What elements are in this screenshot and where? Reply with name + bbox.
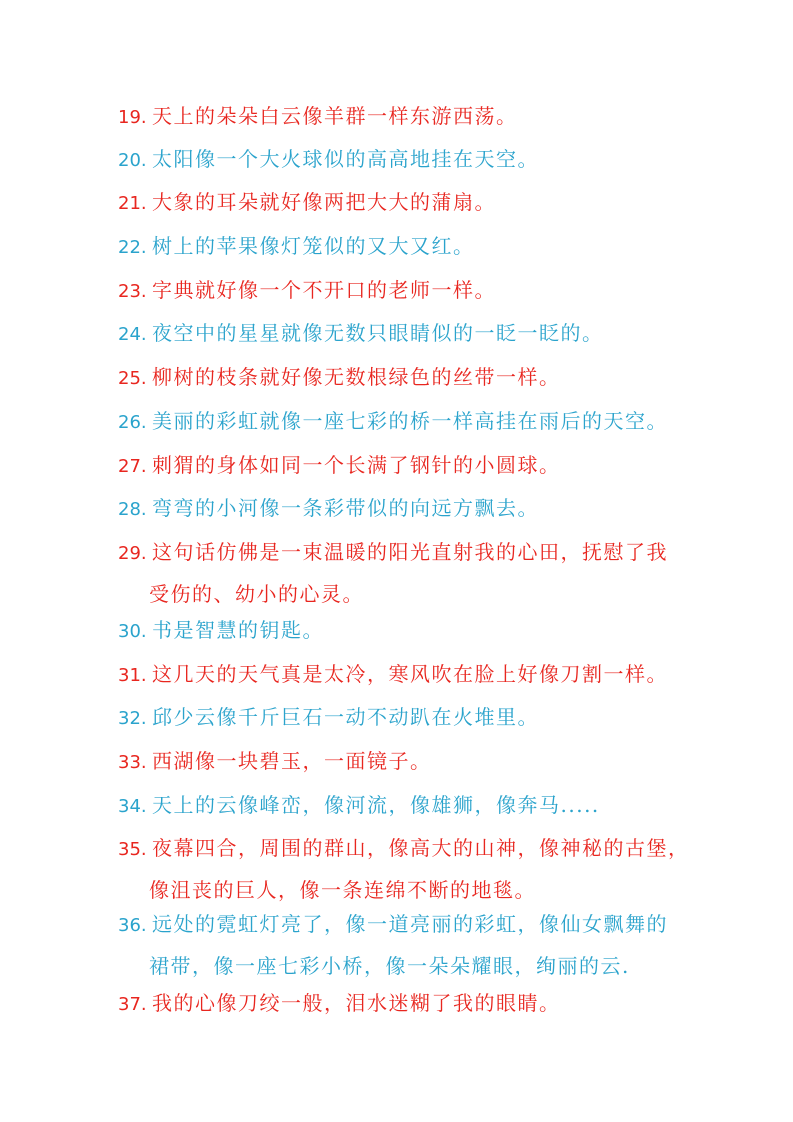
- sentence-text: 弯弯的小河像一条彩带似的向远方飘去。: [152, 496, 539, 520]
- sentence-number: 24.: [118, 324, 147, 345]
- sentence-number: 28.: [118, 499, 147, 520]
- sentence-31: [118, 654, 718, 696]
- sentence-line: [118, 401, 718, 443]
- sentence-number: 22.: [118, 237, 147, 258]
- sentence-text: 天上的朵朵白云像羊群一样东游西荡。: [152, 104, 518, 128]
- sentence-36: [118, 904, 718, 986]
- sentence-27: [118, 445, 718, 487]
- sentence-number: 19.: [118, 107, 147, 128]
- sentence-number: 26.: [118, 412, 147, 433]
- sentence-line: [118, 445, 718, 487]
- sentence-19: [118, 96, 718, 138]
- sentence-line: [118, 904, 718, 946]
- sentence-line: [118, 828, 718, 870]
- sentence-text: 这几天的天气真是太冷，寒风吹在脸上好像刀割一样。: [152, 662, 668, 686]
- sentence-number: 31.: [118, 665, 147, 686]
- sentence-line: [118, 182, 718, 224]
- sentence-text: 夜空中的星星就像无数只眼睛似的一眨一眨的。: [152, 321, 604, 345]
- sentence-line: [118, 313, 718, 355]
- sentence-line: [118, 697, 718, 739]
- sentence-text: 我的心像刀绞一般，泪水迷糊了我的眼睛。: [152, 991, 561, 1015]
- sentence-33: [118, 741, 718, 783]
- sentence-line: [118, 741, 718, 783]
- sentence-text: 柳树的枝条就好像无数根绿色的丝带一样。: [152, 365, 561, 389]
- sentence-line-continuation: 裙带，像一座七彩小桥，像一朵朵耀眼，绚丽的云.: [149, 954, 630, 978]
- sentence-number: 21.: [118, 193, 147, 214]
- sentence-25: [118, 357, 718, 399]
- sentence-line-continuation: 受伤的、幼小的心灵。: [149, 582, 364, 606]
- sentence-28: [118, 488, 718, 530]
- sentence-line-continuation: 像沮丧的巨人，像一条连绵不断的地毯。: [149, 878, 536, 902]
- sentence-number: 32.: [118, 708, 147, 729]
- sentence-line: [118, 226, 718, 268]
- sentence-number: 35.: [118, 839, 147, 860]
- sentence-text: 天上的云像峰峦，像河流，像雄狮，像奔马.....: [152, 793, 600, 817]
- sentence-29: [118, 532, 718, 614]
- sentence-37: [118, 983, 718, 1025]
- sentence-number: 36.: [118, 915, 147, 936]
- sentence-number: 25.: [118, 368, 147, 389]
- sentence-line: [118, 96, 718, 138]
- sentence-35: [118, 828, 718, 910]
- sentence-number: 34.: [118, 796, 147, 817]
- sentence-24: [118, 313, 718, 355]
- sentence-line: [118, 654, 718, 696]
- sentence-21: [118, 182, 718, 224]
- sentence-number: 37.: [118, 994, 147, 1015]
- sentence-text: 刺猬的身体如同一个长满了钢针的小圆球。: [152, 453, 561, 477]
- sentence-text: 夜幕四合，周围的群山，像高大的山神，像神秘的古堡，: [152, 836, 690, 860]
- sentence-text: 这句话仿佛是一束温暖的阳光直射我的心田，抚慰了我: [152, 540, 668, 564]
- sentence-text: 美丽的彩虹就像一座七彩的桥一样高挂在雨后的天空。: [152, 409, 668, 433]
- sentence-text: 西湖像一块碧玉，一面镜子。: [152, 749, 432, 773]
- sentence-26: [118, 401, 718, 443]
- sentence-line: [118, 610, 718, 652]
- sentence-23: [118, 270, 718, 312]
- sentence-line: [118, 357, 718, 399]
- sentence-20: [118, 139, 718, 181]
- sentence-34: [118, 785, 718, 827]
- sentence-number: 27.: [118, 456, 147, 477]
- sentence-text: 书是智慧的钥匙。: [152, 618, 324, 642]
- sentence-line: [118, 139, 718, 181]
- sentence-text: 太阳像一个大火球似的高高地挂在天空。: [152, 147, 539, 171]
- sentence-line: [118, 983, 718, 1025]
- sentence-number: 20.: [118, 150, 147, 171]
- sentence-number: 30.: [118, 621, 147, 642]
- sentence-line: [118, 488, 718, 530]
- sentence-32: [118, 697, 718, 739]
- sentence-text: 大象的耳朵就好像两把大大的蒲扇。: [152, 190, 496, 214]
- sentence-22: [118, 226, 718, 268]
- sentence-number: 33.: [118, 752, 147, 773]
- sentence-line: [118, 532, 718, 574]
- sentence-text: 字典就好像一个不开口的老师一样。: [152, 278, 496, 302]
- sentence-text: 远处的霓虹灯亮了，像一道亮丽的彩虹，像仙女飘舞的: [152, 912, 668, 936]
- sentence-number: 29.: [118, 543, 147, 564]
- sentence-30: [118, 610, 718, 652]
- sentence-line: [118, 785, 718, 827]
- sentence-text: 树上的苹果像灯笼似的又大又红。: [152, 234, 475, 258]
- sentence-text: 邱少云像千斤巨石一动不动趴在火堆里。: [152, 705, 539, 729]
- sentence-number: 23.: [118, 281, 147, 302]
- sentence-line: [118, 270, 718, 312]
